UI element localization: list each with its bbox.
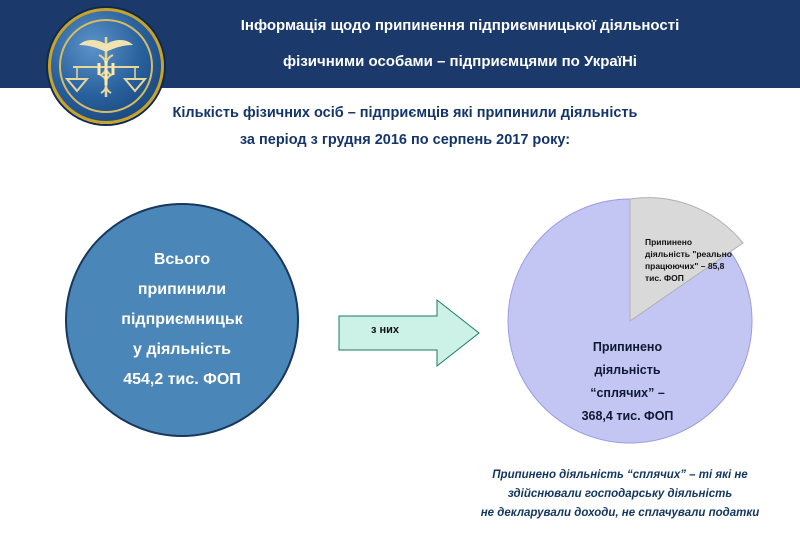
pie-working-line-1: Припинено [645, 237, 693, 247]
pie-sleeping-line-2: діяльність [594, 363, 661, 377]
pie-working-line-4: тис. ФОП [645, 273, 684, 283]
pie-sleeping-line-3: “сплячих” – [590, 386, 665, 400]
pie-sleeping-line-1: Припинено [592, 340, 663, 354]
chart-subtitle-line-1: Кількість фізичних осіб – підприємців які припинили діяльність [172, 105, 638, 121]
chart-subtitle [100, 100, 710, 154]
pie-working-line-3: працюючих" – 85,8 [645, 261, 725, 271]
arrow-label: з них [370, 324, 400, 336]
footnote-line-3: не декларували доходи, не сплачували податки [480, 507, 760, 519]
total-circle-line-1: Всього [153, 251, 211, 268]
footnote [450, 466, 790, 523]
total-circle-line-2: припинили [137, 281, 227, 298]
pie-slice-working-label [645, 236, 737, 284]
page-title [150, 8, 770, 80]
total-circle-line-3: підприємницьк [121, 311, 243, 328]
total-circle-label [82, 245, 282, 395]
pie-slice-sleeping-label [540, 336, 715, 428]
footnote-line-1: Припинено діяльність “сплячих” – ті які не [492, 469, 748, 481]
flow-arrow [337, 298, 487, 368]
page-title-line-2: фізичними особами – підприємцями по УкраїНі [283, 53, 637, 70]
total-circle-line-5: 454,2 тис. ФОП [123, 371, 241, 388]
chart-subtitle-line-2: за період з грудня 2016 по серпень 2017 року: [239, 132, 571, 148]
total-circle [65, 203, 299, 437]
total-circle-line-4: у діяльність [133, 341, 231, 358]
page-title-line-1: Інформація щодо припинення підприємницької діяльності [240, 17, 680, 34]
footnote-line-2: здійснювали господарську діяльність [507, 488, 733, 500]
pie-working-line-2: діяльність "реально [645, 249, 732, 259]
pie-sleeping-line-4: 368,4 тис. ФОП [581, 409, 674, 423]
